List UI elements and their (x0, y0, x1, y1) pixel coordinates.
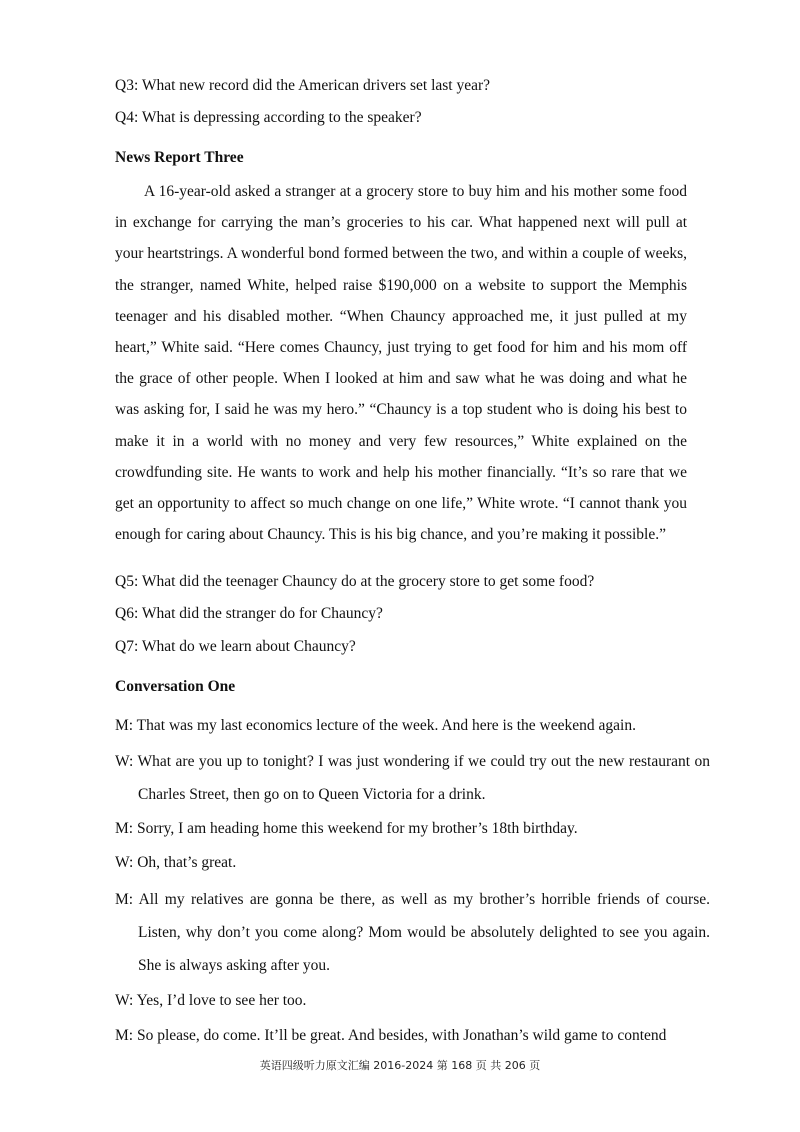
news-report-heading: News Report Three (115, 149, 244, 166)
page-footer: 英语四级听力原文汇编 2016-2024 第 168 页 共 206 页 (259, 1059, 541, 1072)
question-q5: Q5: What did the teenager Chauncy do at the grocery store to get some food? (115, 573, 595, 590)
question-q3: Q3: What new record did the American drivers set last year? (115, 77, 491, 94)
dialogue-turn: M: That was my last economics lecture of the week. And here is the weekend again. (115, 717, 636, 734)
news-report-paragraph: A 16-year-old asked a stranger at a grocery store to buy him and his mother some food in exchange for carrying the man’s groceries to his car. What happened next will pull at your heartstrings. A wonderful bond formed between the two, and within a couple of weeks, the stranger, named White, helped raise $190,000 on a website to support the Memphis teenager and his disabled mother. “When Chauncy approached me, it just pulled at my heart,” White said. “Here comes Chauncy, just trying to get food for him and his mom off the grace of other people. When I looked at him and saw what he was doing and what he was asking for, I said he was my hero.” “Chauncy is a top student who is doing his best to make it in a world with no money and very few resources,” White explained on the crowdfunding site. He wants to work and help his mother financially. “It’s so rare that we get an opportunity to affect so much change on one life,” White wrote. “I cannot thank you enough for caring about Chauncy. This is his big chance, and you’re making it possible.” (115, 183, 687, 544)
question-q4: Q4: What is depressing according to the speaker? (115, 109, 422, 126)
dialogue-turn: W: Oh, that’s great. (115, 854, 237, 871)
dialogue-turn: M: Sorry, I am heading home this weekend for my brother’s 18th birthday. (115, 820, 578, 837)
question-q6: Q6: What did the stranger do for Chauncy? (115, 605, 383, 622)
dialogue-turn: W: Yes, I’d love to see her too. (115, 992, 307, 1009)
conversation-heading: Conversation One (115, 678, 236, 695)
question-q7: Q7: What do we learn about Chauncy? (115, 638, 356, 655)
dialogue-turn: M: All my relatives are gonna be there, as well as my brother’s horrible friends of course. Listen, why don’t you come along? Mom would be absolutely delighted to see you again. She is always asking after you. (115, 891, 710, 974)
dialogue-turn: W: What are you up to tonight? I was just wondering if we could try out the new restaurant on Charles Street, then go on to Queen Victoria for a drink. (115, 753, 710, 803)
dialogue-turn: M: So please, do come. It’ll be great. And besides, with Jonathan’s wild game to contend (115, 1027, 667, 1044)
